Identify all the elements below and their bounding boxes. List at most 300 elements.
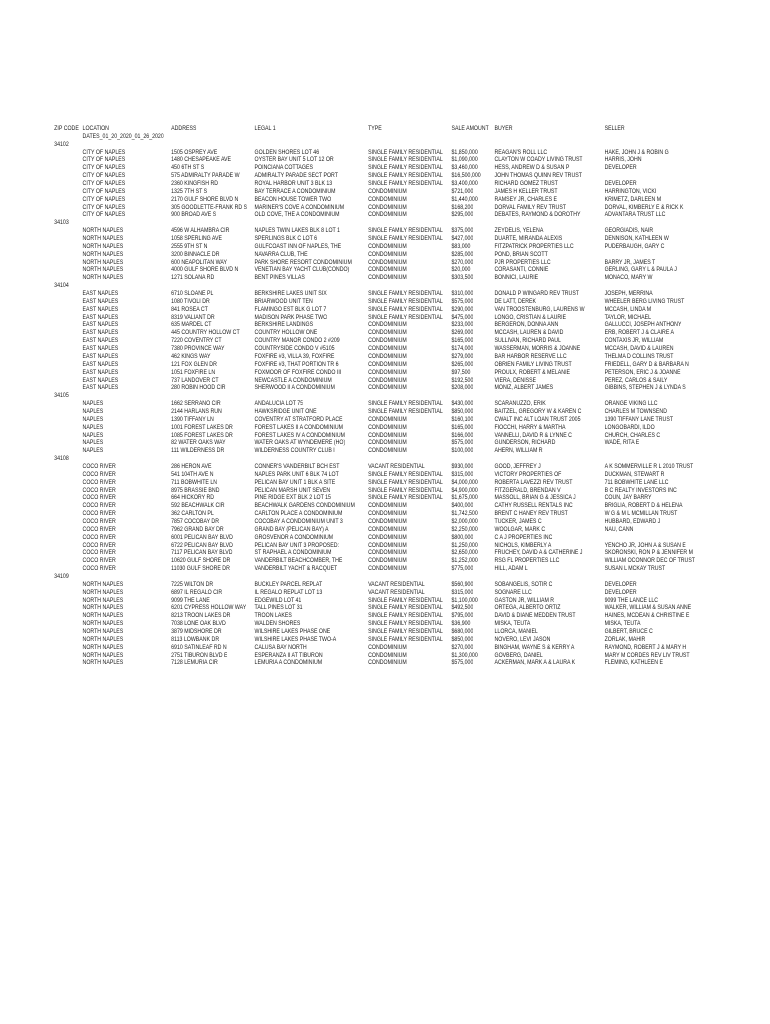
seller-cell: MONACO, MARY W [604,274,653,282]
zip-code-row [0,141,662,149]
address-cell: 7380 PROVINCE WAY [171,345,225,353]
type-cell: SINGLE FAMILY RESIDENTIAL [368,297,443,305]
address-cell: 1058 SPERLING AVE [171,235,223,243]
seller-cell: HAINES, MCDEAN & CHRISTINE E [604,612,690,620]
seller-cell: HARRINGTON, VICKI [604,187,657,195]
type-cell: CONDOMINIUM [368,266,407,274]
seller-cell: WADE, RITA E [604,439,640,447]
seller-cell: MISKA, TEUTA [604,620,641,628]
address-cell: 2144 HARLANS RUN [171,407,222,415]
table-row [0,156,662,164]
buyer-cell: BAITZEL, GREGORY W & KAREN C [494,407,582,415]
seller-cell: W G & M L MCMILLAN TRUST [604,510,678,518]
type-cell: SINGLE FAMILY RESIDENTIAL [368,400,443,408]
legal-cell: BERKSHIRE LAKES UNIT SIX [254,290,327,298]
location-cell: CITY OF NAPLES [82,156,126,164]
type-cell: SINGLE FAMILY RESIDENTIAL [368,470,443,478]
legal-cell: COVENTRY AT STRATFORD PLACE [254,415,343,423]
table-row [0,196,662,204]
sale-amount-cell: $721,000 [451,187,474,195]
location-cell: EAST NAPLES [82,337,119,345]
type-cell: CONDOMINIUM [368,659,407,667]
address-cell: 8213 TROON LAKES DR [171,612,231,620]
legal-cell: BUCKLEY PARCEL REPLAT [254,580,323,588]
location-cell: EAST NAPLES [82,305,119,313]
location-cell: COCO RIVER [82,525,116,533]
location-cell: CITY OF NAPLES [82,195,126,203]
buyer-cell: POND, BRIAN SCOTT [494,250,548,258]
table-row [0,400,662,408]
buyer-cell: DORVAL FAMILY REV TRUST [494,203,567,211]
sale-amount-cell: $795,000 [451,612,474,620]
buyer-cell: FITZPATRICK PROPERTIES LLC [494,242,574,250]
address-cell: 1390 TIFFANY LN [171,415,214,423]
buyer-cell: LLORCA, MANIEL [494,628,538,635]
sale-amount-cell: $1,100,000 [451,596,478,604]
legal-cell: VENETIAN BAY YACHT CLUB(CONDO) [254,266,350,274]
buyer-cell: SCARANUZZO, ERIK [494,400,546,408]
legal-cell: FOREST LAKES II A CONDOMINIUM [254,423,343,431]
address-cell: 6001 PELICAN BAY BLVD [171,533,233,541]
buyer-cell: WOOLGAR, MARK C [494,525,546,533]
table-row [0,478,669,487]
buyer-cell: DAVID & DIANE MEDDEN TRUST [494,612,576,620]
buyer-cell: NOVERO, LEVI JASON [494,635,551,643]
location-cell: NAPLES [82,400,104,408]
type-cell: CONDOMINIUM [368,352,407,360]
buyer-cell: SOGNARE LLC [494,588,532,596]
address-cell: 8319 VALIANT DR [171,313,215,321]
location-cell: COCO RIVER [82,470,116,478]
address-cell: 2751 TIBURON BLVD E [171,651,228,659]
table-row [0,172,662,180]
type-cell: CONDOMINIUM [368,360,407,368]
table-row [0,439,662,447]
type-cell: SINGLE FAMILY RESIDENTIAL [368,635,443,643]
address-cell: 3879 MIDSHORE DR [171,628,222,635]
buyer-cell: SULLIVAN, RICHARD PAUL [494,337,562,345]
table-row [0,297,685,306]
location-cell: EAST NAPLES [82,352,119,360]
sale-amount-cell: $4,000,000 [451,478,478,486]
seller-cell: COUN, JAY BARRY [604,494,652,502]
type-cell: CONDOMINIUM [368,345,407,353]
table-row [0,604,692,612]
sale-amount-cell: $1,440,000 [451,195,478,203]
sale-amount-cell: $168,200 [451,203,474,211]
sale-amount-cell: $315,000 [451,588,474,596]
legal-cell: WILDERNESS COUNTRY CLUB I [254,447,335,455]
type-cell: SINGLE FAMILY RESIDENTIAL [368,478,443,486]
type-cell: CONDOMINIUM [368,447,407,455]
type-cell: CONDOMINIUM [368,203,407,211]
type-cell: SINGLE FAMILY RESIDENTIAL [368,486,443,494]
sale-amount-cell: $295,000 [451,211,474,219]
location-cell: NAPLES [82,447,104,455]
location-cell: EAST NAPLES [82,368,119,376]
location-cell: COCO RIVER [82,502,116,510]
seller-cell: MCCASH, LINDA M [604,305,652,313]
address-cell: 3200 BINNACLE DR [171,250,220,258]
location-cell: COCO RIVER [82,462,116,470]
zip-code-row [0,392,662,400]
zip-code-row [0,573,662,581]
address-cell: 900 BROAD AVE S [171,211,217,219]
header-row [0,125,662,133]
address-cell: 7962 GRAND BAY DR [171,525,224,533]
table-row [0,597,662,605]
sale-amount-cell: $575,000 [451,659,474,667]
table-row [0,612,690,620]
buyer-cell: LONGO, CRISTIAN & LAURIE [494,313,567,321]
address-cell: 737 LANDOVER CT [171,376,219,384]
type-cell: SINGLE FAMILY RESIDENTIAL [368,235,443,243]
location-cell: NAPLES [82,431,104,439]
legal-cell: COCOBAY A CONDOMINIUM UNIT 3 [254,517,343,525]
legal-cell: MARINER'S COVE A CONDOMINIUM [254,203,345,211]
buyer-cell: GASTON JR, WILLIAM R [494,596,555,604]
location-cell: NORTH NAPLES [82,235,124,243]
seller-cell: ERB, ROBERT J & CLAIRE A [604,329,674,337]
location-cell: NAPLES [82,407,104,415]
legal-cell: BAY TERRACE A CONDOMINIUM [254,187,336,195]
legal-cell: CALUSA BAY NORTH [254,643,307,651]
address-cell: 1001 FOREST LAKES DR [171,423,233,431]
table-row [0,203,684,212]
legal-cell: FOXFIRE #3, VILLA 39, FOXFIRE [254,352,335,360]
address-cell: 6897 IL REGALO CIR [171,588,223,596]
buyer-cell: OBRIEN FAMILY LIVING TRUST [494,360,572,368]
address-cell: 286 HERON AVE [171,462,212,470]
buyer-header: BUYER [494,125,513,132]
location-cell: NORTH NAPLES [82,588,124,596]
address-cell: 4000 GULF SHORE BLVD N [171,266,239,274]
legal-cell: ROYAL HARBOR UNIT 3 BLK 13 [254,180,333,188]
type-cell: CONDOMINIUM [368,258,407,266]
sale-amount-cell: $192,500 [451,376,474,384]
buyer-cell: ORTEGA, ALBERTO ORTIZ [494,604,561,612]
type-cell: SINGLE FAMILY RESIDENTIAL [368,172,443,180]
address-cell: 305 GOODLETTE-FRANK RD S [171,203,248,211]
seller-cell: HUBBARD, EDWARD J [604,517,661,525]
sale-amount-cell: $2,000,000 [451,517,478,525]
location-cell: NORTH NAPLES [82,612,124,620]
legal-cell: TALL PINES LOT 31 [254,604,303,612]
location-cell: COCO RIVER [82,494,116,502]
seller-cell: GIBBINS, STEPHEN J & LYNDA S [604,384,686,392]
buyer-cell: HILL, ADAM L [494,565,528,573]
buyer-cell: VIERA, DENISSE [494,376,537,384]
seller-cell: THELMA D COLLINS TRUST [604,352,674,360]
type-cell: SINGLE FAMILY RESIDENTIAL [368,604,443,612]
type-cell: SINGLE FAMILY RESIDENTIAL [368,612,443,620]
sale-amount-cell: $430,000 [451,400,474,408]
location-cell: COCO RIVER [82,549,116,557]
buyer-cell: CATHY RUSSELL RENTALS INC [494,502,573,510]
sale-amount-cell: $269,000 [451,329,474,337]
date-range-row [0,133,662,141]
type-cell: CONDOMINIUM [368,525,407,533]
sale-amount-cell: $285,000 [451,250,474,258]
legal-cell: FLAMINGO EST BLK G LOT 7 [254,305,327,313]
table-row [0,643,687,652]
sale-amount-cell: $492,500 [451,604,474,612]
sale-amount-cell: $310,000 [451,290,474,298]
zip-code-row [0,455,662,463]
sale-amount-cell: $3,400,000 [451,180,478,188]
type-cell: CONDOMINIUM [368,321,407,329]
seller-cell: LONGOBARDI, ILDO [604,423,655,431]
type-cell: SINGLE FAMILY RESIDENTIAL [368,156,443,164]
address-cell: 462 KINGS WAY [171,352,211,360]
location-cell: NORTH NAPLES [82,266,124,274]
sale-amount-cell: $16,500,000 [451,172,481,180]
legal-cell: OLD COVE, THE A CONDOMINIUM [254,211,340,219]
address-cell: 6201 CYPRESS HOLLOW WAY [171,604,247,612]
seller-cell: B C REALTY INVESTORS INC [604,486,677,494]
location-cell: NORTH NAPLES [82,258,124,266]
seller-cell: BRIGLIA, ROBERT D & HELENA [604,502,683,510]
seller-cell: CHURCH, CHARLES C [604,431,661,439]
address-cell: 362 CARLTON PL [171,510,214,518]
table-row [0,620,662,628]
seller-cell: MARY M CORDES REV LIV TRUST [604,651,690,659]
seller-cell: ORANGE VIKING LLC [604,400,658,408]
table-row [0,636,662,644]
legal-cell: VANDERBILT BEACHCOMBER, THE [254,557,343,565]
location-cell: NORTH NAPLES [82,250,124,258]
type-cell: CONDOMINIUM [368,431,407,439]
zip-code-label: 34104 [54,282,69,290]
sale-amount-cell: $97,500 [451,368,471,376]
buyer-cell: ACKERMAN, MARK A & LAURA K [494,659,576,667]
table-row [0,188,662,196]
address-cell: 121 FOX GLEN DR [171,360,217,368]
zip-code-label: 34103 [54,219,69,227]
seller-cell: DEVELOPER [604,180,637,188]
address-cell: 541 104TH AVE N [171,470,214,478]
seller-cell: 1390 TIFFANY LANE TRUST [604,415,674,423]
sale-amount-cell: $475,000 [451,313,474,321]
sale-amount-cell: $1,252,000 [451,557,478,565]
zip-code-label: 34108 [54,455,69,463]
location-cell: CITY OF NAPLES [82,203,126,211]
address-cell: 635 MARDEL CT [171,321,212,329]
zip-code-label: 34102 [54,140,69,148]
type-cell: CONDOMINIUM [368,195,407,203]
type-cell: CONDOMINIUM [368,533,407,541]
type-cell: CONDOMINIUM [368,565,407,573]
seller-cell: MCCASH, DAVID & LAUREN [604,345,674,353]
legal-cell: POINCIANA COTTAGES [254,164,313,172]
sale-amount-cell: $850,000 [451,407,474,415]
table-row [0,360,689,369]
location-cell: CITY OF NAPLES [82,172,126,180]
sale-amount-cell: $233,000 [451,321,474,329]
seller-header: SELLER [604,125,625,132]
legal-cell: NAPLES TWIN LAKES BLK 8 LOT 1 [254,227,341,235]
buyer-cell: FRUCHEY, DAVID A & CATHERINE J [494,549,583,557]
type-cell: CONDOMINIUM [368,423,407,431]
table-row [0,164,662,172]
seller-cell: RAYMOND, ROBERT J & MARY H [604,643,687,651]
type-header: TYPE [368,125,382,132]
buyer-cell: CWALT INC ALT LOAN TRUST 2005 [494,415,581,423]
location-cell: COCO RIVER [82,478,116,486]
type-cell: SINGLE FAMILY RESIDENTIAL [368,620,443,628]
type-cell: CONDOMINIUM [368,274,407,282]
seller-cell: PUDERBAUGH, GARY C [604,242,665,250]
legal-cell: ST RAPHAEL A CONDOMINIUM [254,549,332,557]
type-cell: CONDOMINIUM [368,549,407,557]
address-cell: 575 ADMIRALTY PARADE W [171,172,240,180]
legal-cell: PINE RIDGE EXT BLK 2 LOT 15 [254,494,331,502]
address-header: ADDRESS [171,125,197,132]
type-cell: CONDOMINIUM [368,250,407,258]
table-row [0,306,662,314]
legal-cell: VANDERBILT YACHT & RACQUET [254,565,338,573]
legal-cell: SHERWOOD II A CONDOMINIUM [254,384,335,392]
address-cell: 11030 GULF SHORE DR [171,565,230,573]
location-cell: CITY OF NAPLES [82,148,126,156]
table-row [0,274,662,282]
type-cell: CONDOMINIUM [368,337,407,345]
type-cell: CONDOMINIUM [368,242,407,250]
location-cell: NORTH NAPLES [82,274,124,282]
seller-cell: ZORLAK, MAHIR [604,635,646,643]
legal-cell: ANDALUCIA LOT 75 [254,400,304,408]
buyer-cell: RAMSEY JR, CHARLES E [494,195,558,203]
seller-cell: FRIEDELL, GARY D & BARBARA N [604,360,689,368]
table-row [0,432,662,440]
location-cell: NAPLES [82,423,104,431]
buyer-cell: BAR HARBOR RESERVE LLC [494,352,567,360]
address-cell: 1480 CHESAPEAKE AVE [171,156,232,164]
sale-amount-cell: $1,742,500 [451,510,478,518]
address-cell: 4596 W ALHAMBRA CIR [171,227,230,235]
zip-code-header: ZIP CODE [54,125,79,132]
table-row [0,266,677,274]
table-row [0,415,674,424]
table-row [0,541,686,550]
buyer-cell: CLAYTON W COADY LIVING TRUST [494,156,583,164]
table-row [0,227,662,235]
address-cell: 2170 GULF SHORE BLVD N [171,195,239,203]
address-cell: 8975 BRASSIE BND [171,486,220,494]
legal-cell: TROON LAKES [254,612,292,620]
address-cell: 10620 GULF SHORE DR [171,557,231,565]
type-cell: VACANT RESIDENTIAL [368,462,425,470]
seller-cell: A K SOMMERVILLE R L 2010 TRUST [604,462,694,470]
buyer-cell: GUNDERSON, RICHARD [494,439,556,447]
legal-cell: GROSVENOR A CONDOMINIUM [254,533,334,541]
table-row [0,462,694,471]
sale-amount-cell: $2,250,000 [451,525,478,533]
type-cell: CONDOMINIUM [368,502,407,510]
location-cell: COCO RIVER [82,541,116,549]
table-row [0,329,674,337]
buyer-cell: RSG FL PROPERTIES LLC [494,557,560,565]
legal-cell: BERKSHIRE LANDINGS [254,321,314,329]
buyer-cell: MASSOLL, BRIAN G & JESSICA J [494,494,576,502]
table-row [0,565,666,573]
location-cell: NORTH NAPLES [82,659,124,667]
buyer-cell: VANNELLI, DAVID R & LYNNE C [494,431,572,439]
type-cell: CONDOMINIUM [368,557,407,565]
location-cell: CITY OF NAPLES [82,187,126,195]
table-row [0,518,662,526]
buyer-cell: REAGAN'S ROLL LLC [494,148,548,156]
type-cell: SINGLE FAMILY RESIDENTIAL [368,596,443,604]
buyer-cell: VAN TROOSTENBURG, LAURENS W [494,305,585,313]
zip-code-row [0,219,662,227]
buyer-cell: GOOD, JEFFREY J [494,462,541,470]
seller-cell: DEVELOPER [604,588,637,596]
location-cell: NORTH NAPLES [82,620,124,628]
seller-cell: CONTAXIS JR, WILLIAM [604,337,664,345]
legal-cell: BRIARWOOD UNIT TEN [254,297,313,305]
seller-cell: GERLING, GARY L & PAULA J [604,266,677,274]
seller-cell: WILLIAM OCONNOR DEC OF TRUST [604,557,696,565]
address-cell: 6722 PELICAN BAY BLVD [171,541,233,549]
location-cell: COCO RIVER [82,486,116,494]
sale-amount-cell: $279,000 [451,352,474,360]
type-cell: SINGLE FAMILY RESIDENTIAL [368,305,443,313]
legal-cell: ADMIRALTY PARADE SECT PORT [254,172,338,180]
sale-amount-cell: $850,000 [451,635,474,643]
sale-amount-header: SALE AMOUNT [451,125,489,132]
sale-amount-cell: $575,000 [451,297,474,305]
type-cell: CONDOMINIUM [368,376,407,384]
address-cell: 7117 PELICAN BAY BLVD [171,549,233,557]
table-row [0,447,662,455]
zip-code-label: 34105 [54,392,69,400]
buyer-cell: PROULX, ROBERT & MELANIE [494,368,571,376]
sales-report-table [0,125,770,667]
type-cell: SINGLE FAMILY RESIDENTIAL [368,148,443,156]
address-cell: 6710 SLOANE PL [171,290,214,298]
legal-cell: WILSHIRE LAKES PHASE TWO-A [254,635,337,643]
table-row [0,211,666,219]
type-cell: CONDOMINIUM [368,187,407,195]
legal-cell: NAPLES PARK UNIT 6 BLK 74 LOT [254,470,339,478]
buyer-cell: C A J PROPERTIES INC [494,533,553,541]
buyer-cell: ROBERTA LAVEZZI REV TRUST [494,478,573,486]
seller-cell: DEVELOPER [604,164,637,172]
sale-amount-cell: $303,500 [451,274,474,282]
location-cell: COCO RIVER [82,517,116,525]
address-cell: 1662 SERRANO CIR [171,400,221,408]
buyer-cell: MONIZ, ALBERT JAMES [494,384,554,392]
seller-cell: DUCKMAN, STEWART R [604,470,665,478]
location-cell: NAPLES [82,415,104,423]
sale-amount-cell: $560,900 [451,580,474,588]
address-cell: 711 BOBWHITE LN [171,478,218,486]
buyer-cell: WASSERMAN, MORRIS & JOANNE [494,345,581,353]
sale-amount-cell: $4,900,000 [451,486,478,494]
buyer-cell: BONNICI, LAURIE [494,274,539,282]
seller-cell: GILBERT, BRUCE C [604,628,653,635]
table-row [0,549,694,557]
table-row [0,424,662,432]
seller-cell: BARRY JR, JAMES T [604,258,656,266]
table-row [0,352,674,361]
address-cell: 1085 FOREST LAKES DR [171,431,233,439]
seller-cell: TAYLOR, MICHAEL [604,313,651,321]
location-cell: NORTH NAPLES [82,227,124,235]
type-cell: CONDOMINIUM [368,329,407,337]
seller-cell: HAKE, JOHN J & ROBIN G [604,148,669,156]
